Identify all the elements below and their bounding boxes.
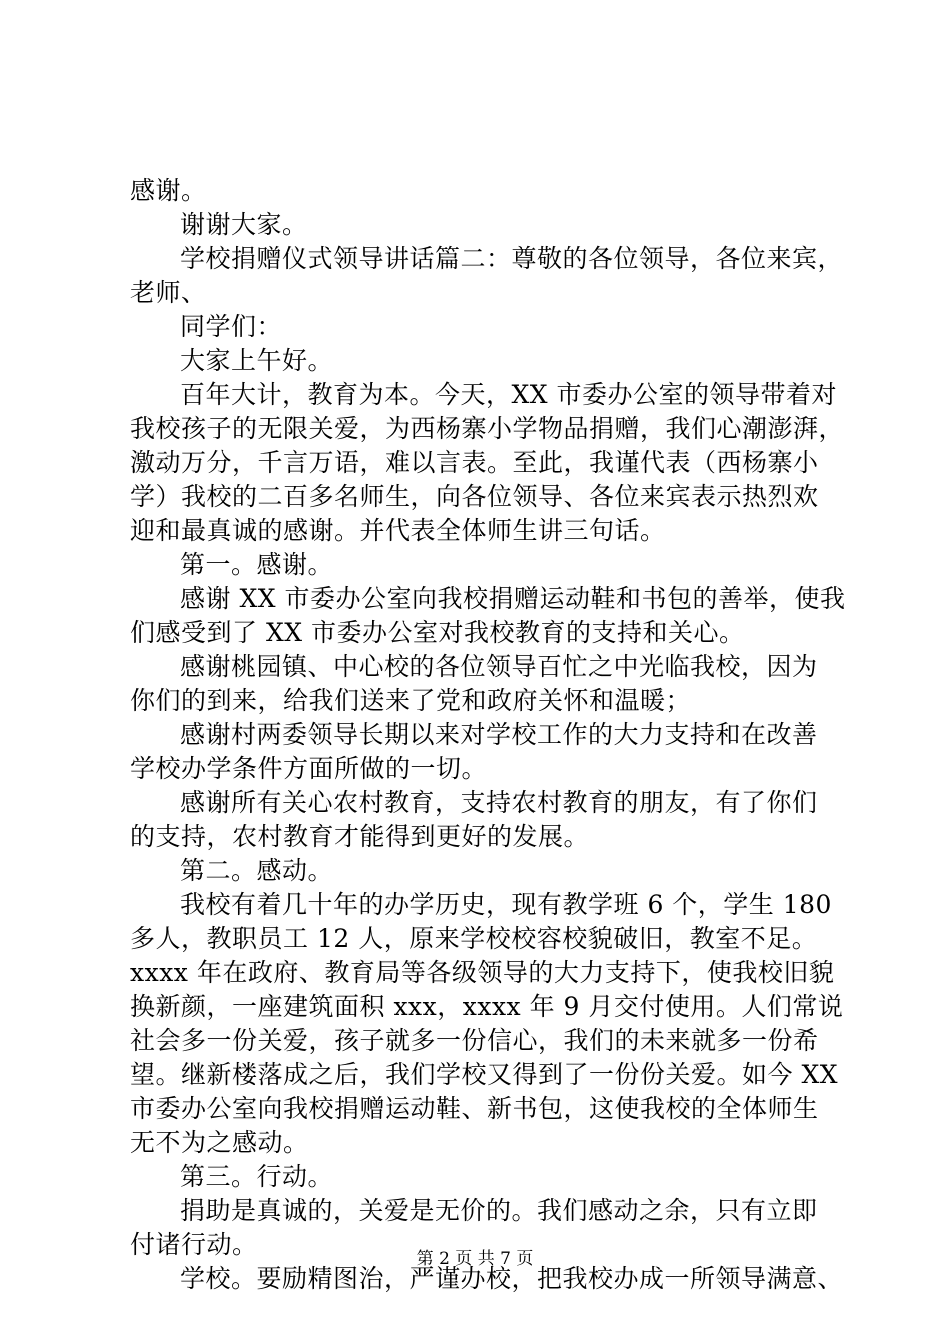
text-line: 我校有着几十年的办学历史，现有教学班 6 个，学生 180 [180, 890, 832, 919]
text-line: 第二。感动。 [180, 856, 334, 885]
text-line: 付诸行动。 [130, 1230, 258, 1259]
text-line: 感谢。 [130, 176, 207, 205]
text-line: 第三。行动。 [180, 1162, 334, 1191]
text-line: 第一。感谢。 [180, 550, 334, 579]
text-line: 感谢村两委领导长期以来对学校工作的大力支持和在改善 [180, 720, 818, 749]
text-line: 同学们： [180, 312, 283, 341]
text-line: 学校。要励精图治，严谨办校，把我校办成一所领导满意、 [180, 1264, 844, 1293]
text-line: 我校孩子的无限关爱，为西杨寨小学物品捐赠，我们心潮澎湃， [130, 414, 845, 443]
text-line: 百年大计，教育为本。今天，XX 市委办公室的领导带着对 [180, 380, 838, 409]
text-line: 无不为之感动。 [130, 1128, 309, 1157]
text-line: 们感受到了 XX 市委办公室对我校教育的支持和关心。 [130, 618, 745, 647]
text-line: 换新颜，一座建筑面积 xxx，xxxx 年 9 月交付使用。人们常说 [130, 992, 844, 1021]
text-line: 学校捐赠仪式领导讲话篇二：尊敬的各位领导，各位来宾， [180, 244, 844, 273]
text-line: 感谢 XX 市委办公室向我校捐赠运动鞋和书包的善举，使我 [180, 584, 846, 613]
text-line: 迎和最真诚的感谢。并代表全体师生讲三句话。 [130, 516, 666, 545]
text-line: 捐助是真诚的，关爱是无价的。我们感动之余，只有立即 [180, 1196, 818, 1225]
body-text [130, 174, 846, 1296]
text-line: 市委办公室向我校捐赠运动鞋、新书包，这使我校的全体师生 [130, 1094, 819, 1123]
page-number-footer: 第 2 页 共 7 页 [416, 1249, 534, 1269]
text-line: 谢谢大家。 [180, 210, 308, 239]
text-line: 感谢所有关心农村教育，支持农村教育的朋友，有了你们 [180, 788, 818, 817]
text-line: 的支持，农村教育才能得到更好的发展。 [130, 822, 590, 851]
text-line: xxxx 年在政府、教育局等各级领导的大力支持下，使我校旧貌 [130, 958, 835, 987]
text-line: 多人，教职员工 12 人，原来学校校容校貌破旧，教室不足。 [130, 924, 818, 953]
text-line: 望。继新楼落成之后，我们学校又得到了一份份关爱。如今 XX [130, 1060, 839, 1089]
text-line: 老师、 [130, 278, 207, 307]
text-line: 学校办学条件方面所做的一切。 [130, 754, 488, 783]
text-line: 大家上午好。 [180, 346, 334, 375]
text-line: 你们的到来，给我们送来了党和政府关怀和温暖； [130, 686, 692, 715]
text-line: 感谢桃园镇、中心校的各位领导百忙之中光临我校，因为 [180, 652, 818, 681]
text-line: 社会多一份关爱，孩子就多一份信心，我们的未来就多一份希 [130, 1026, 819, 1055]
text-line: 激动万分，千言万语，难以言表。至此，我谨代表（西杨寨小 [130, 448, 819, 477]
text-line: 学）我校的二百多名师生，向各位领导、各位来宾表示热烈欢 [130, 482, 819, 511]
